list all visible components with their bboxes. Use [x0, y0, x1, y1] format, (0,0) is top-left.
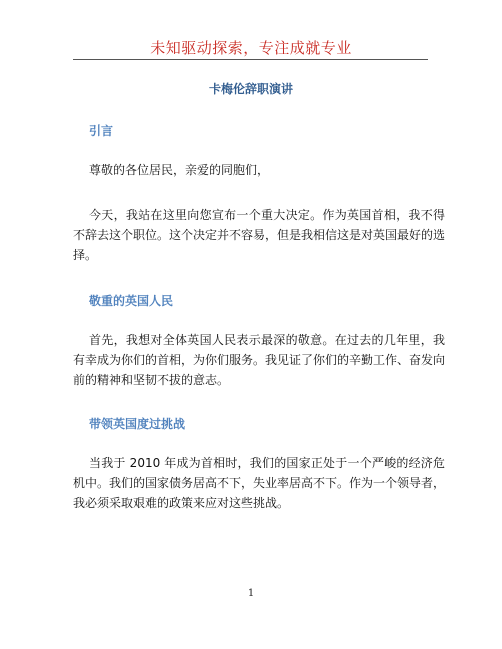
section-heading-respected-people: 敬重的英国人民 — [89, 294, 174, 308]
section-heading-challenges: 带领英国度过挑战 — [89, 417, 186, 431]
paragraph-greeting: 尊敬的各位居民，亲爱的同胞们， — [89, 163, 270, 177]
paragraph-respect: 首先，我想对全体英国人民表示最深的敬意。在过去的几年里，我有幸成为你们的首相，为你们服务。我见证了你们的辛勤工作、奋发向前的精神和坚韧不拔的意志。 — [73, 333, 446, 387]
page-number: 1 — [247, 588, 255, 599]
paragraph-announcement: 今天，我站在这里向您宣布一个重大决定。作为英国首相，我不得不辞去这个职位。这个决定并不容易，但是我相信这是对英国最好的选择。 — [73, 208, 446, 262]
paragraph-economic-crisis: 当我于 2010 年成为首相时，我们的国家正处于一个严峻的经济危机中。我们的国家债务居高不下，失业率居高不下。作为一个领导者，我必须采取艰难的政策来应对这些挑战。 — [73, 456, 446, 510]
page-header-text: 未知驱动探索，专注成就专业 — [150, 39, 352, 57]
document-title: 卡梅伦辞职演讲 — [208, 82, 293, 96]
header-divider — [73, 59, 428, 60]
section-heading-introduction: 引言 — [89, 124, 114, 138]
